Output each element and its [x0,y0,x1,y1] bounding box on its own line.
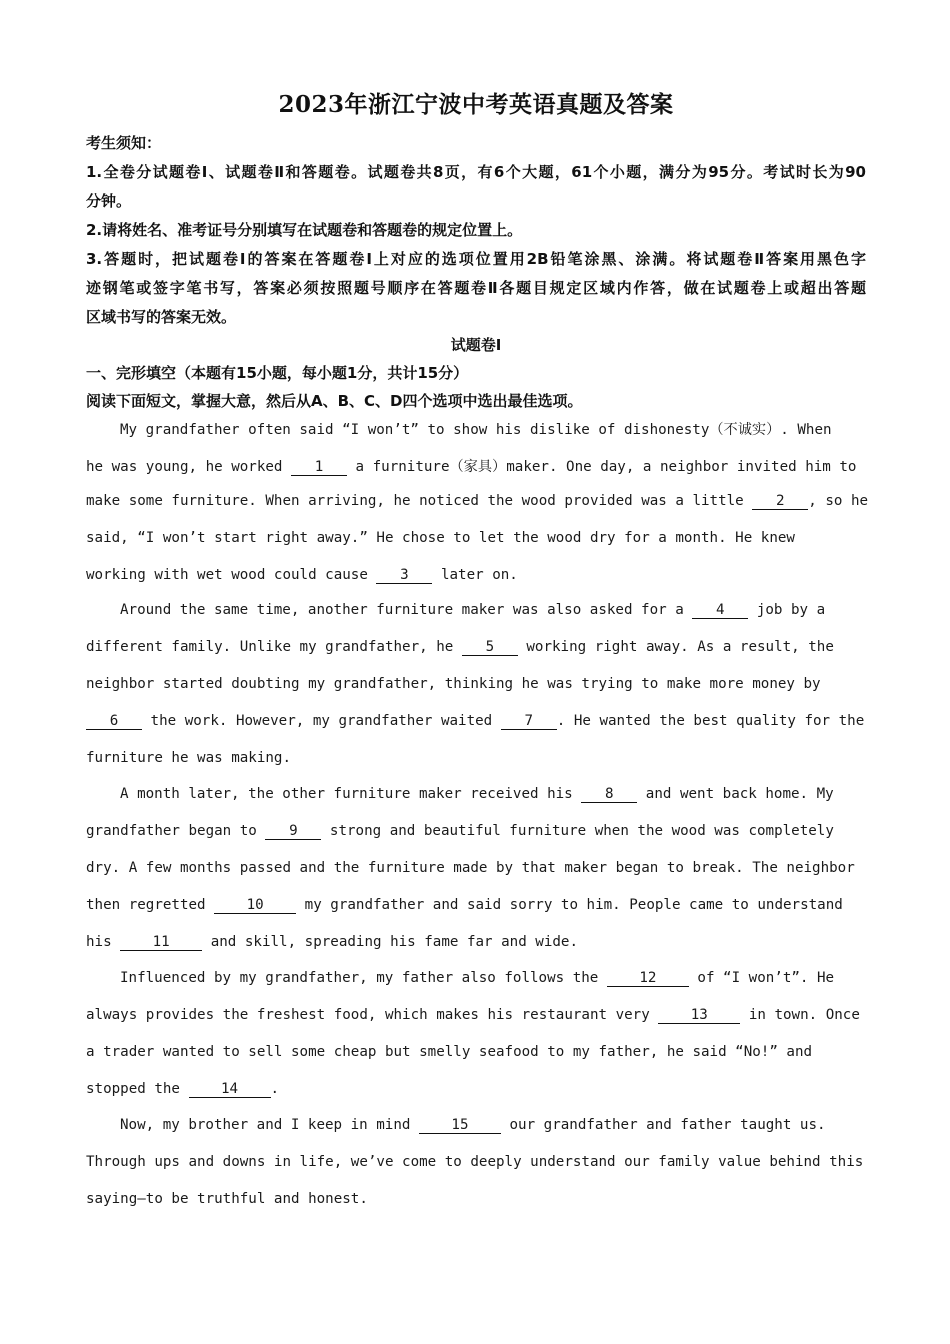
passage-p1-line-2: he was young, he worked 1 a furniture（家具）maker. One day, a neighbor invited him to [86,459,857,475]
passage-p2-line-4: 6 the work. However, my grandfather waited 7 . He wanted the best quality for the [86,713,864,730]
blank-5: 5 [462,639,518,656]
passage-p1-line-1: My grandfather often said “I won’t” to show his dislike of dishonesty（不诚实）. When [120,422,832,438]
passage-p3-line-3: dry. A few months passed and the furniture made by that maker began to break. The neighbor [86,860,855,876]
blank-9: 9 [265,823,321,840]
passage-p5-line-1: Now, my brother and I keep in mind 15 our grandfather and father taught us. [120,1117,826,1133]
notice-heading: 考生须知： [86,134,162,152]
blank-11: 11 [120,934,202,951]
passage-p3-line-5: his 11 and skill, spreading his fame far and wide. [86,934,579,950]
notice-item-2: 2.请将姓名、准考证号分别填写在试题卷和答题卷的规定位置上。 [86,221,523,239]
part-instruction: 阅读下面短文，掌握大意，然后从A、B、C、D四个选项中选出最佳选项。 [86,392,583,410]
blank-10: 10 [214,897,296,914]
notice-item-3-line-3: 区域书写的答案无效。 [86,308,237,326]
blank-6: 6 [86,713,142,730]
notice-item-1-line-1: 1.全卷分试题卷Ⅰ、试题卷Ⅱ和答题卷。试题卷共8页，有6个大题，61个小题，满分为95分。考试时长为90 [86,163,866,181]
passage-p5-line-2: Through ups and downs in life, we’ve come to deeply understand our family value behind this [86,1154,864,1170]
passage-p4-line-2: always provides the freshest food, which makes his restaurant very 13 in town. Once [86,1007,860,1023]
passage-p2-line-2: different family. Unlike my grandfather, he 5 working right away. As a result, the [86,639,834,655]
paper-label: 试题卷Ⅰ [450,336,502,354]
passage-p5-line-3: saying—to be truthful and honest. [86,1191,368,1207]
notice-item-3-line-1: 3.答题时，把试题卷Ⅰ的答案在答题卷Ⅰ上对应的选项位置用2B铅笔涂黑、涂满。将试题卷Ⅱ答案用黑色字 [86,250,866,268]
blank-12: 12 [607,970,689,987]
blank-7: 7 [501,713,557,730]
notice-item-3-line-2: 迹钢笔或签字笔书写，答案必须按照题号顺序在答题卷Ⅱ各题目规定区域内作答，做在试题卷上或超出答题 [86,279,866,297]
passage-p4-line-1: Influenced by my grandfather, my father also follows the 12 of “I won’t”. He [120,970,835,986]
blank-14: 14 [189,1081,271,1098]
passage-p2-line-1: Around the same time, another furniture maker was also asked for a 4 job by a [120,602,826,618]
blank-15: 15 [419,1117,501,1134]
passage-p3-line-4: then regretted 10 my grandfather and said sorry to him. People came to understand [86,897,843,913]
part-title: 一、完形填空（本题有15小题，每小题1分，共计15分） [86,364,469,382]
passage-p1-line-5: working with wet wood could cause 3 later on. [86,567,518,583]
blank-2: 2 [752,493,808,510]
passage-p4-line-4: stopped the 14 . [86,1081,280,1097]
blank-4: 4 [692,602,748,619]
passage-p2-line-5: furniture he was making. [86,750,291,766]
passage-p3-line-1: A month later, the other furniture maker received his 8 and went back home. My [120,786,834,802]
passage-p2-line-3: neighbor started doubting my grandfather, thinking he was trying to make more money by [86,676,821,692]
blank-8: 8 [581,786,637,803]
blank-3: 3 [376,567,432,584]
passage-p1-line-3: make some furniture. When arriving, he noticed the wood provided was a little 2 , so he [86,493,869,509]
passage-p1-line-4: said, “I won’t start right away.” He chose to let the wood dry for a month. He knew [86,530,795,546]
blank-13: 13 [658,1007,740,1024]
passage-p3-line-2: grandfather began to 9 strong and beautiful furniture when the wood was completely [86,823,834,839]
notice-item-1-line-2: 分钟。 [86,192,132,210]
blank-1: 1 [291,459,347,476]
page-title: 2023年浙江宁波中考英语真题及答案 [278,91,674,118]
passage-p4-line-3: a trader wanted to sell some cheap but smelly seafood to my father, he said “No!” and [86,1044,813,1060]
